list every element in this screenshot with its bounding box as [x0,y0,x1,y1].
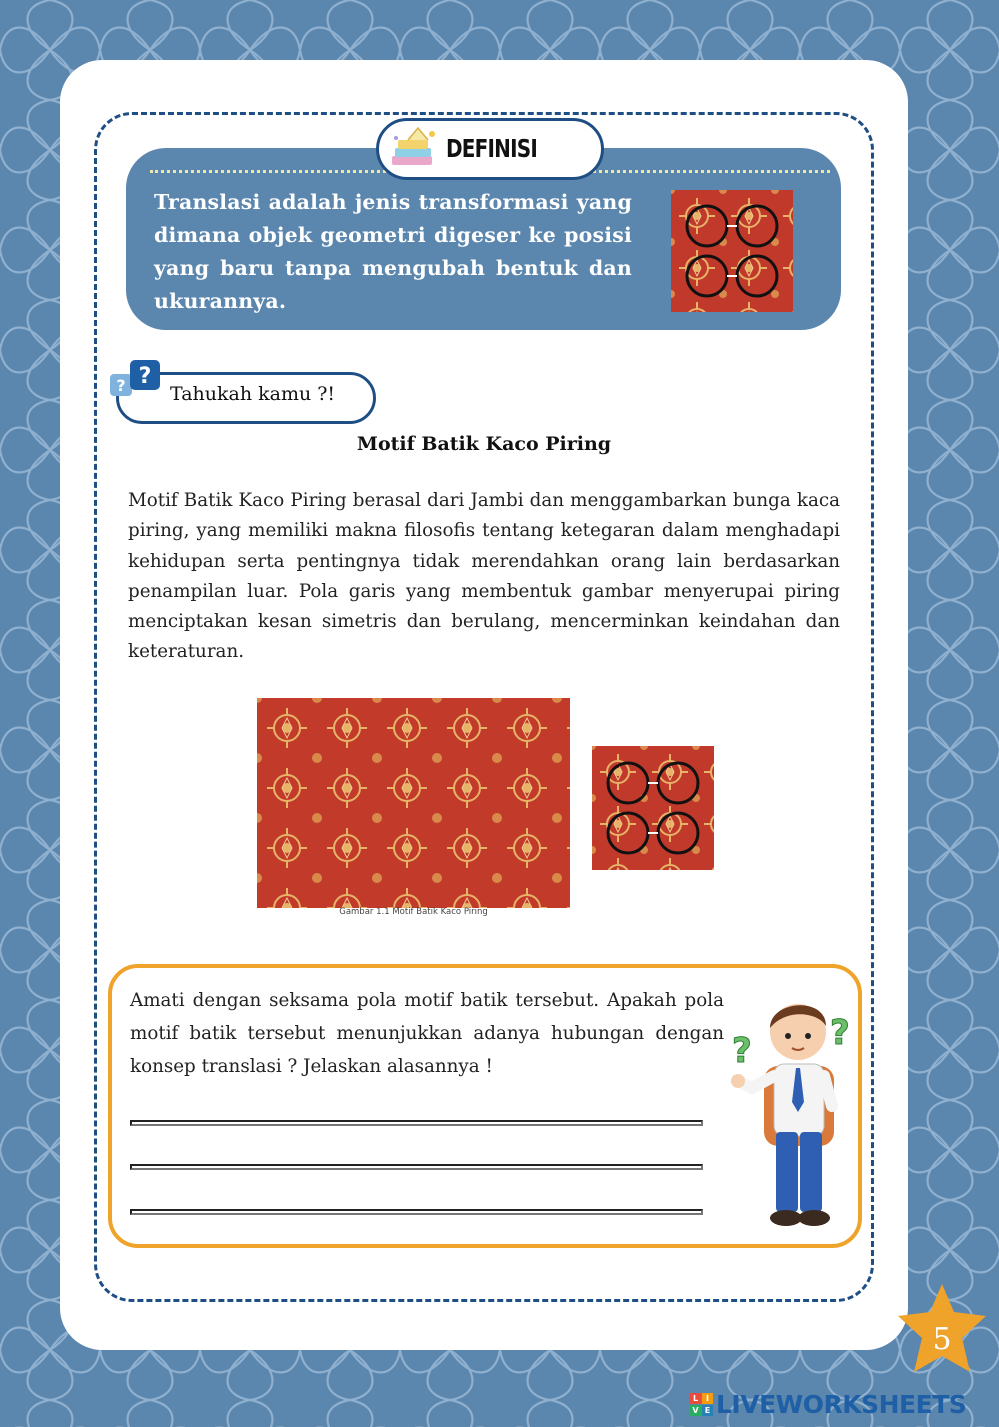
batik-motif-large-image [257,698,570,908]
svg-text:?: ? [138,364,152,389]
answer-line-2[interactable] [130,1164,703,1170]
question-text: Amati dengan seksama pola motif batik tersebut. Apakah pola motif batik tersebut menunjukkan adanya hubungan dengan konsep translasi ? Jelaskan alasannya ! [130,990,724,1077]
badge-letter: V [690,1405,701,1416]
badge-letter: E [702,1405,713,1416]
books-icon [388,126,440,174]
figure-caption: Gambar 1.1 Motif Batik Kaco Piring [339,907,488,917]
definition-text: Translasi adalah jenis transformasi yang dimana objek geometri digeser ke posisi yang baru tanpa mengubah bentuk dan ukurannya. [154,190,632,313]
svg-text:?: ? [732,1031,752,1071]
answer-line-1[interactable] [130,1120,703,1126]
did-you-know-label: Tahukah kamu ?! [170,383,336,405]
liveworksheets-wordmark: LIVEWORKSHEETS [716,1389,967,1419]
article-paragraph: Motif Batik Kaco Piring berasal dari Jambi dan menggambarkan bunga kaca piring, yang memiliki makna filosofis tentang ketegaran dalam menghadapi kehidupan serta pentingnya tidak merendahkan orang lain berdasarkan penampilan luar. Pola garis yang membentuk gambar menyerupai piring menciptakan kesan simetris dan berulang, mencerminkan keindahan dan keteraturan. [128,490,840,663]
student-boy-illustration [726,982,866,1234]
question-mark-icon [108,358,164,408]
badge-letter: I [702,1393,713,1404]
batik-motif-small-definition [671,190,793,312]
page-number: 5 [932,1322,952,1357]
badge-letter: L [690,1393,701,1404]
article-title: Motif Batik Kaco Piring [356,433,612,455]
svg-text:?: ? [116,376,126,395]
liveworksheets-logo [690,1386,966,1422]
liveworksheets-badge [690,1393,713,1416]
batik-motif-small-figure [592,746,714,870]
svg-text:?: ? [830,1013,850,1053]
definition-title: DEFINISI [446,134,537,163]
answer-line-3[interactable] [130,1209,703,1215]
